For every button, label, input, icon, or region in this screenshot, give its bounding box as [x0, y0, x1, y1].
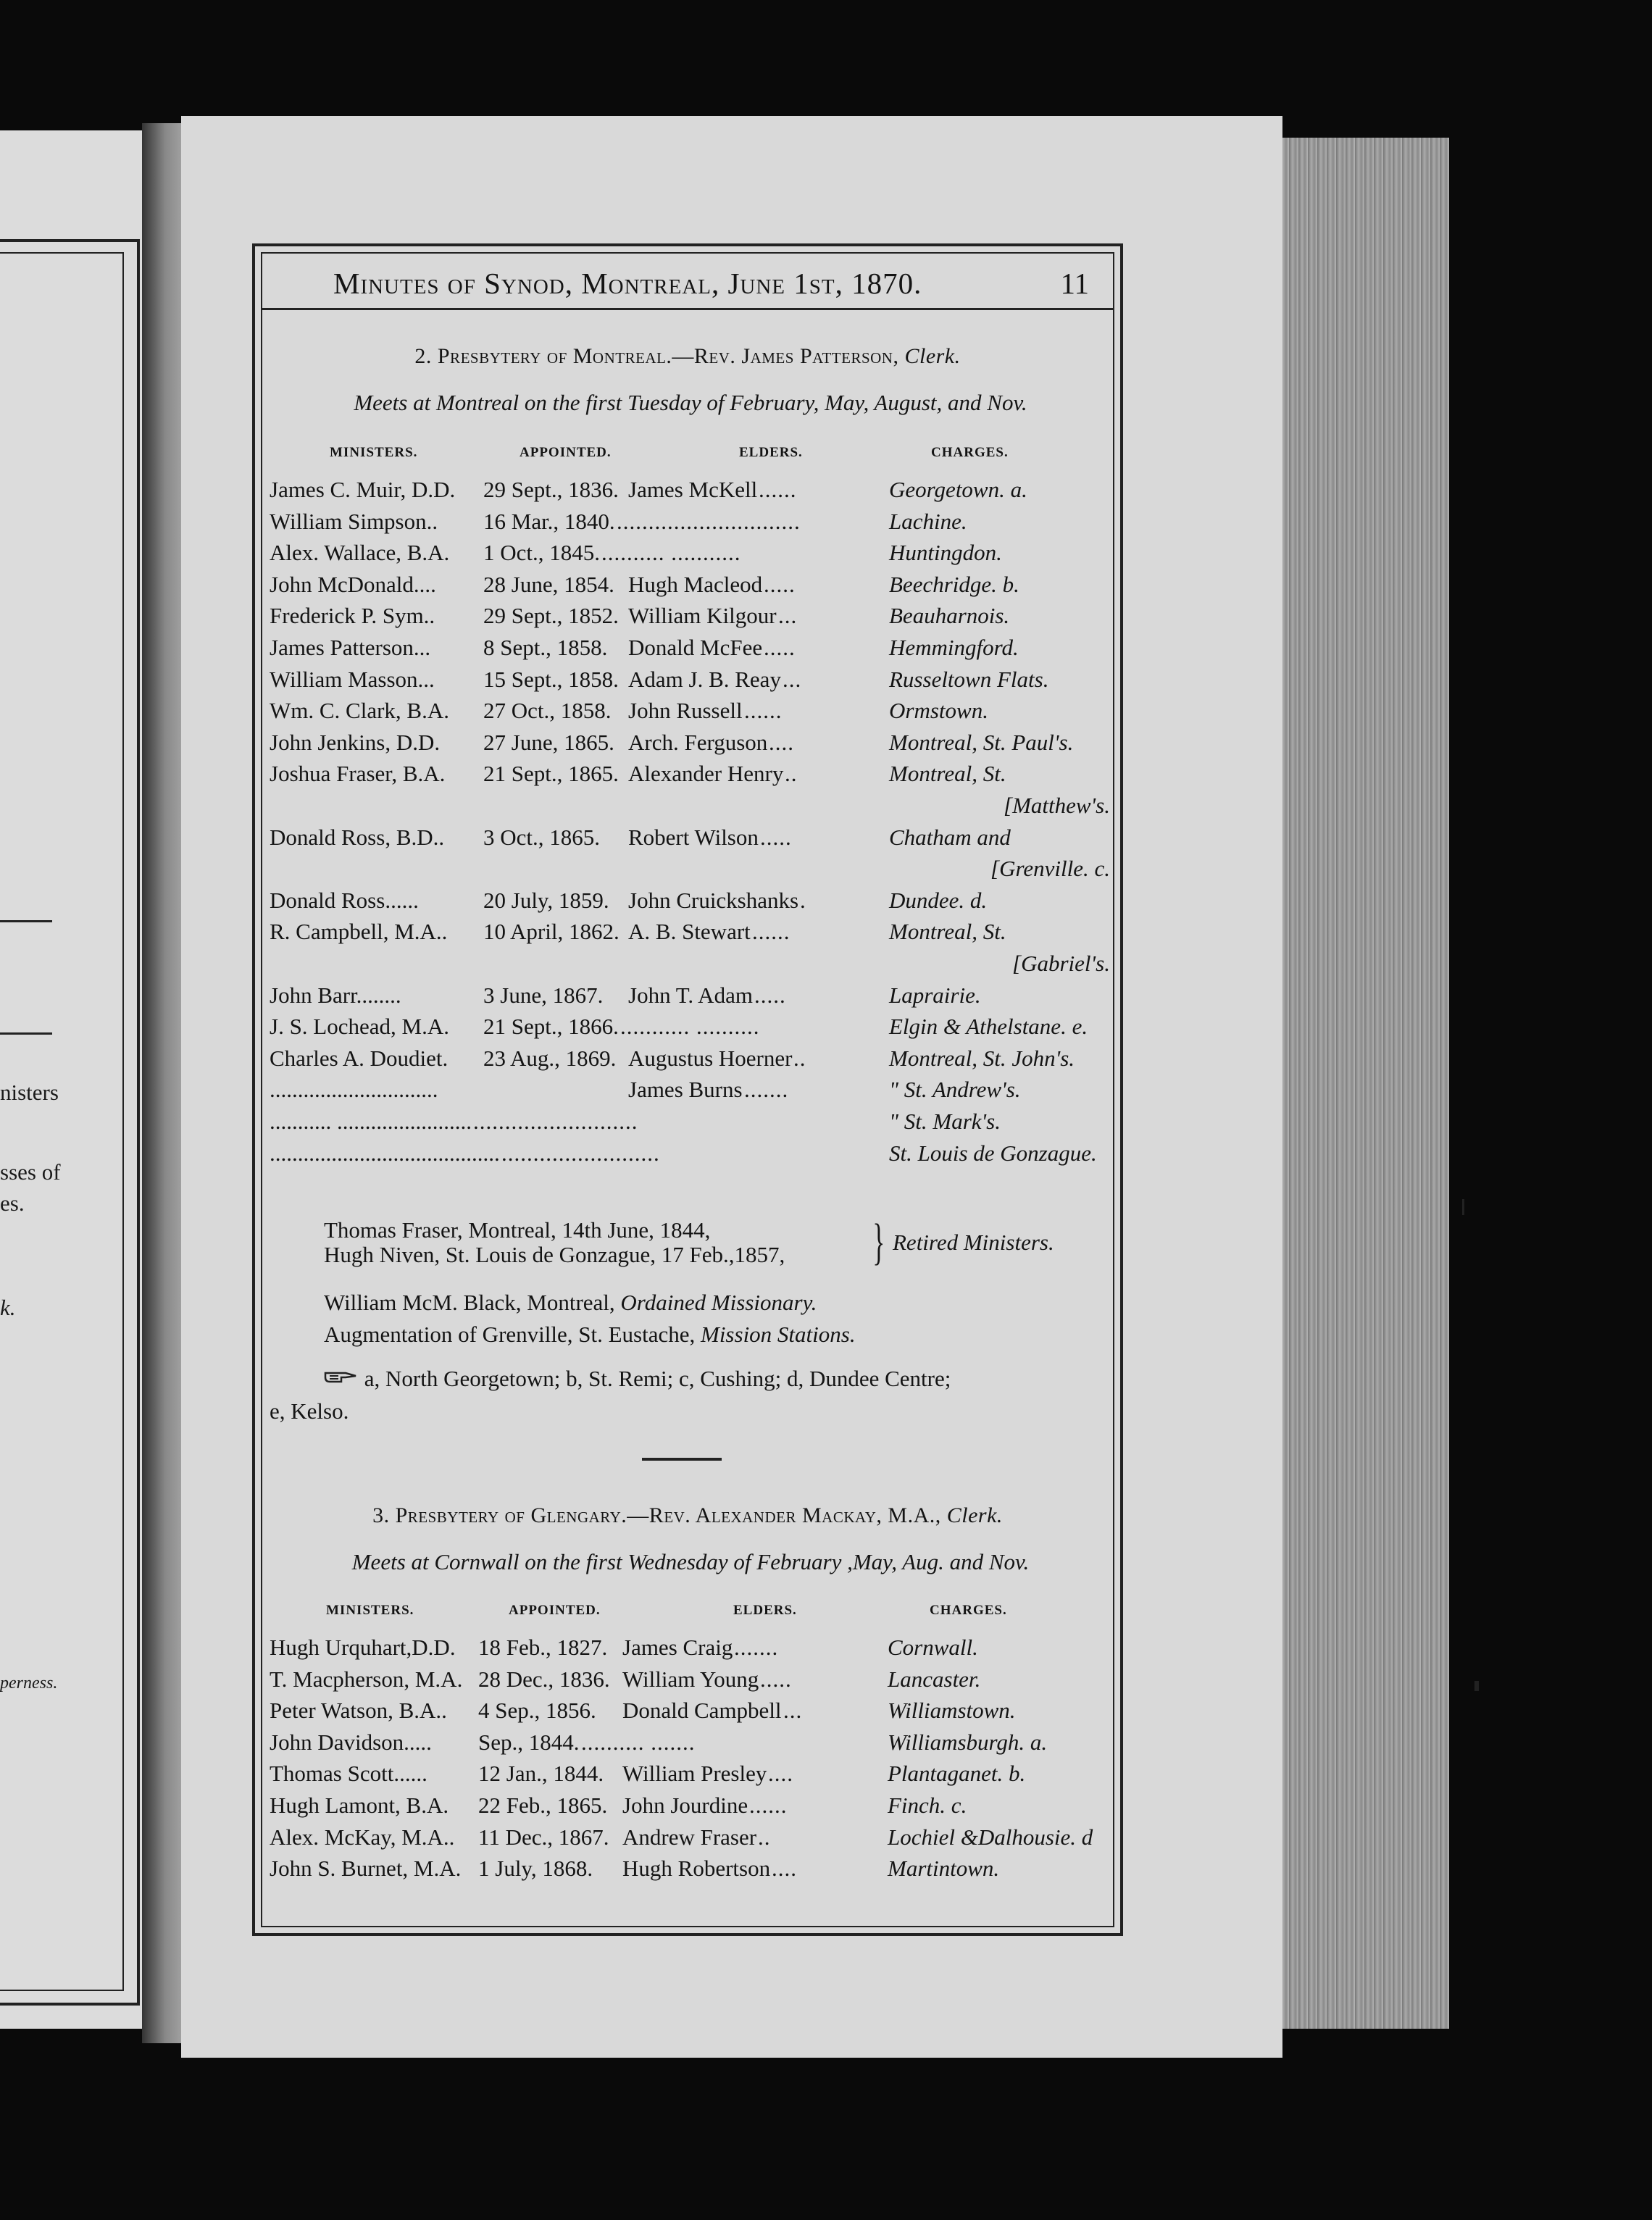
charge-cell: Laprairie. — [889, 982, 981, 1008]
leader-dots: .. — [793, 1045, 806, 1071]
minister-cell: John Jenkins, D.D. — [270, 729, 441, 755]
table-row — [270, 919, 1110, 951]
elder-cell: Robert Wilson — [628, 824, 759, 850]
table-row — [270, 667, 1110, 698]
table-row — [270, 1698, 1110, 1729]
leader-dots: ....... — [744, 1077, 789, 1103]
elder-cell: Hugh Macleod — [628, 571, 763, 597]
page-edges — [1261, 138, 1449, 2029]
elder-cell: A. B. Stewart — [628, 919, 751, 945]
appointed-cell: 27 Oct., 1858. — [483, 698, 612, 724]
table-row — [270, 1140, 1110, 1172]
table-row — [270, 730, 1110, 761]
notes-text-1: a, North Georgetown; b, St. Remi; c, Cushing; d, Dundee Centre; — [364, 1366, 951, 1391]
appointed-cell: 18 Feb., 1827. — [478, 1635, 608, 1660]
minister-cell: William Simpson.. — [270, 508, 438, 534]
charge-cell: [Gabriel's. — [1012, 951, 1110, 976]
leader-dots: ........... .......... — [620, 1014, 760, 1040]
notes-line-2: e, Kelso. — [270, 1398, 349, 1424]
leader-dots: . — [800, 887, 806, 913]
dust-speck — [1462, 1199, 1464, 1215]
clerk-label: Clerk. — [904, 344, 961, 368]
table-row — [270, 761, 1110, 793]
table-row — [270, 603, 1110, 635]
elder-cell: William Kilgour — [628, 603, 777, 629]
elder-cell: John Cruickshanks — [628, 887, 799, 913]
elder-cell: James Craig — [622, 1635, 733, 1660]
minister-cell: R. Campbell, M.A.. — [270, 919, 448, 945]
elder-cell: John Russell — [628, 698, 743, 724]
table-row — [270, 1109, 1110, 1140]
minister-cell: Alex. Wallace, B.A. — [270, 540, 450, 566]
charge-cell: Montreal, St. — [889, 761, 1006, 787]
section-title-montreal — [261, 344, 1114, 369]
charge-cell: Lochiel &Dalhousie. d — [888, 1824, 1093, 1850]
minister-cell: J. S. Lochead, M.A. — [270, 1014, 449, 1040]
leader-dots: ......................... — [501, 1140, 660, 1166]
leader-dots: ... — [778, 603, 798, 629]
running-header — [261, 257, 1114, 310]
left-fragment: k. — [0, 1295, 16, 1320]
leader-dots: .......... ....... — [581, 1729, 696, 1755]
left-page-inner-frame — [0, 252, 124, 1991]
leader-dots: .......................... — [473, 1109, 638, 1134]
charge-cell: [Grenville. c. — [990, 856, 1110, 882]
left-page — [0, 130, 156, 2029]
minister-cell: ......................................... — [270, 1140, 500, 1166]
leader-dots: ...... — [752, 919, 790, 945]
elder-cell: Donald McFee — [628, 635, 763, 660]
column-header-charges: CHARGES. — [930, 1603, 1007, 1618]
section-heading: 2. Presbytery of Montreal.—Rev. James Patterson, — [414, 344, 899, 368]
elder-cell: John Jourdine — [622, 1793, 748, 1818]
minister-cell: John Barr........ — [270, 982, 401, 1008]
mission-label: Mission Stations. — [701, 1322, 856, 1347]
leader-dots: ..... — [764, 635, 796, 660]
elder-cell: William Young — [622, 1666, 759, 1692]
charge-cell: Dundee. d. — [889, 887, 988, 913]
appointed-cell: 15 Sept., 1858. — [483, 666, 619, 692]
charge-cell: [Matthew's. — [1004, 793, 1110, 818]
elder-cell: Adam J. B. Reay — [628, 666, 781, 692]
elder-cell: Andrew Fraser — [622, 1824, 757, 1850]
minister-cell: Thomas Scott...... — [270, 1761, 427, 1787]
mission-line — [324, 1322, 856, 1348]
appointed-cell: 12 Jan., 1844. — [478, 1761, 604, 1787]
elder-cell: William Presley — [622, 1761, 767, 1787]
charge-cell: Beauharnois. — [889, 603, 1010, 629]
column-header-elders: ELDERS. — [733, 1603, 797, 1618]
table-row — [270, 1729, 1110, 1761]
charge-cell: Huntingdon. — [889, 540, 1002, 566]
missionary-line — [324, 1290, 817, 1316]
appointed-cell: 29 Sept., 1852. — [483, 603, 619, 629]
table-row — [270, 477, 1110, 509]
missionary-text: William McM. Black, Montreal, — [324, 1290, 615, 1315]
appointed-cell: 8 Sept., 1858. — [483, 635, 608, 660]
leader-dots: ...... — [759, 477, 797, 502]
appointed-cell: 4 Sep., 1856. — [478, 1698, 596, 1724]
elder-cell: Donald Campbell — [622, 1698, 782, 1724]
charge-cell: Lachine. — [889, 508, 967, 534]
charge-cell: St. Louis de Gonzague. — [889, 1140, 1097, 1166]
appointed-cell: Sep., 1844. — [478, 1729, 580, 1755]
leader-dots: ... — [783, 666, 802, 692]
appointed-cell: 16 Mar., 1840. — [483, 508, 615, 534]
appointed-cell: 11 Dec., 1867. — [478, 1824, 609, 1850]
appointed-cell: 29 Sept., 1836. — [483, 477, 619, 502]
section-separator — [642, 1458, 722, 1461]
elder-cell: John T. Adam — [628, 982, 753, 1008]
minister-cell: James C. Muir, D.D. — [270, 477, 456, 502]
table-row — [270, 1635, 1110, 1666]
header-title: Minutes of Synod, Montreal, June 1st, 1870. — [333, 267, 922, 300]
minister-cell: Donald Ross, B.D.. — [270, 824, 445, 850]
table-row — [270, 1856, 1110, 1887]
appointed-cell: 3 Oct., 1865. — [483, 824, 601, 850]
minister-cell: Wm. C. Clark, B.A. — [270, 698, 449, 724]
elder-cell: James Burns — [628, 1077, 743, 1103]
minister-cell: John McDonald.... — [270, 571, 436, 597]
appointed-cell: 23 Aug., 1869. — [483, 1045, 617, 1071]
leader-dots: .... — [768, 1761, 793, 1787]
minister-cell: Hugh Urquhart,D.D. — [270, 1635, 456, 1660]
leader-dots: .. — [785, 761, 798, 787]
meeting-schedule: Meets at Montreal on the first Tuesday of February, May, August, and Nov. — [354, 390, 1027, 415]
table-row — [270, 1793, 1110, 1824]
brace: } — [872, 1214, 885, 1270]
table-row — [270, 1077, 1110, 1109]
table-row — [270, 982, 1110, 1014]
minister-cell: James Patterson... — [270, 635, 431, 660]
leader-dots: ...... — [749, 1793, 788, 1818]
charge-cell: Finch. c. — [888, 1793, 967, 1818]
charge-cell: Russeltown Flats. — [889, 666, 1049, 692]
column-header-elders: ELDERS. — [739, 445, 803, 460]
charge-cell: Williamsburgh. a. — [888, 1729, 1048, 1755]
minister-cell: Hugh Lamont, B.A. — [270, 1793, 449, 1818]
mission-text: Augmentation of Grenville, St. Eustache, — [324, 1322, 696, 1347]
charge-cell: Hemmingford. — [889, 635, 1019, 660]
charge-cell: Cornwall. — [888, 1635, 978, 1660]
table-row — [270, 1666, 1110, 1698]
minister-cell: Donald Ross...... — [270, 887, 419, 913]
column-header-charges: CHARGES. — [931, 445, 1009, 460]
minister-cell: Joshua Fraser, B.A. — [270, 761, 446, 787]
left-fragment: nisters — [0, 1080, 59, 1105]
leader-dots: ...... — [744, 698, 783, 724]
charge-cell: Lancaster. — [888, 1666, 981, 1692]
charge-cell: Georgetown. a. — [889, 477, 1027, 502]
leader-dots: ..... — [760, 824, 792, 850]
minister-cell: Alex. McKay, M.A.. — [270, 1824, 455, 1850]
left-fragment: sses of — [0, 1159, 61, 1185]
charge-cell: Williamstown. — [888, 1698, 1016, 1724]
table-row — [270, 793, 1110, 825]
missionary-label: Ordained Missionary. — [620, 1290, 817, 1315]
left-fragment: es. — [0, 1190, 25, 1216]
table-row — [270, 509, 1110, 541]
minister-cell: Charles A. Doudiet. — [270, 1045, 449, 1071]
charge-cell: Beechridge. b. — [889, 571, 1019, 597]
column-header-appointed: APPOINTED. — [509, 1603, 601, 1618]
table-row — [270, 825, 1110, 856]
left-rule — [0, 920, 52, 922]
meeting-schedule: Meets at Cornwall on the first Wednesday of February ,May, Aug. and Nov. — [351, 1549, 1030, 1574]
page-number: 11 — [1060, 267, 1089, 300]
elder-cell: James McKell — [628, 477, 758, 502]
clerk-label: Clerk. — [946, 1503, 1003, 1527]
minister-cell: William Masson... — [270, 666, 435, 692]
column-header-ministers: MINISTERS. — [330, 445, 418, 460]
appointed-cell: 1 Oct., 1845. — [483, 540, 601, 566]
dust-speck — [1474, 1681, 1479, 1691]
charge-cell: Montreal, St. — [889, 919, 1006, 945]
charge-cell: Chatham and — [889, 824, 1011, 850]
leader-dots: .. — [758, 1824, 771, 1850]
pointing-hand-icon — [324, 1369, 359, 1385]
retired-label: Retired Ministers. — [893, 1230, 1054, 1255]
column-header-ministers: MINISTERS. — [326, 1603, 414, 1618]
section-title-glengary — [261, 1503, 1114, 1528]
left-fragment: perness. — [0, 1674, 58, 1693]
minister-cell: ........... ........................ — [270, 1109, 472, 1134]
appointed-cell: 20 July, 1859. — [483, 887, 609, 913]
leader-dots: .......... ........... — [601, 540, 741, 566]
table-row — [270, 1046, 1110, 1077]
charge-cell: " St. Andrew's. — [889, 1077, 1021, 1103]
leader-dots: .... — [772, 1856, 797, 1882]
table-row — [270, 540, 1110, 572]
charge-cell: Elgin & Athelstane. e. — [889, 1014, 1088, 1040]
leader-dots: ..... — [764, 571, 796, 597]
charge-cell: Plantaganet. b. — [888, 1761, 1026, 1787]
minister-cell: John S. Burnet, M.A. — [270, 1856, 462, 1882]
charge-cell: Montreal, St. John's. — [889, 1045, 1075, 1071]
leader-dots: ..... — [760, 1666, 792, 1692]
charge-cell: " St. Mark's. — [889, 1109, 1001, 1134]
charge-cell: Martintown. — [888, 1856, 1000, 1882]
table-row — [270, 1014, 1110, 1046]
table-row — [270, 1761, 1110, 1793]
retired-line-2: Hugh Niven, St. Louis de Gonzague, 17 Feb.,1857, — [324, 1242, 785, 1267]
table-row — [270, 856, 1110, 888]
leader-dots: .... — [769, 729, 794, 755]
appointed-cell: 28 June, 1854. — [483, 571, 614, 597]
appointed-cell: 28 Dec., 1836. — [478, 1666, 610, 1692]
minister-cell: .............................. — [270, 1077, 438, 1103]
column-header-appointed: APPOINTED. — [520, 445, 612, 460]
table-row — [270, 572, 1110, 604]
retired-line-1: Thomas Fraser, Montreal, 14th June, 1844, — [324, 1217, 711, 1243]
elder-cell: Alexander Henry — [628, 761, 784, 787]
charge-cell: Montreal, St. Paul's. — [889, 729, 1074, 755]
leader-dots: ....... — [734, 1635, 779, 1660]
appointed-cell: 3 June, 1867. — [483, 982, 604, 1008]
table-row — [270, 635, 1110, 667]
minister-cell: T. Macpherson, M.A. — [270, 1666, 463, 1692]
table-row — [270, 951, 1110, 982]
left-rule — [0, 1032, 52, 1035]
notes-line-1 — [324, 1366, 951, 1392]
leader-dots: ............................. — [617, 508, 801, 534]
minister-cell: Peter Watson, B.A.. — [270, 1698, 447, 1724]
elder-cell: Hugh Robertson — [622, 1856, 771, 1882]
appointed-cell: 21 Sept., 1865. — [483, 761, 619, 787]
minister-cell: John Davidson..... — [270, 1729, 432, 1755]
appointed-cell: 1 July, 1868. — [478, 1856, 593, 1882]
leader-dots: ... — [783, 1698, 803, 1724]
table-row — [270, 1824, 1110, 1856]
elder-cell: Augustus Hoerner — [628, 1045, 793, 1071]
table-row — [270, 888, 1110, 919]
appointed-cell: 21 Sept., 1866. — [483, 1014, 619, 1040]
appointed-cell: 22 Feb., 1865. — [478, 1793, 608, 1818]
table-row — [270, 698, 1110, 730]
appointed-cell: 27 June, 1865. — [483, 729, 614, 755]
leader-dots: ..... — [754, 982, 786, 1008]
appointed-cell: 10 April, 1862. — [483, 919, 620, 945]
charge-cell: Ormstown. — [889, 698, 988, 724]
minister-cell: Frederick P. Sym.. — [270, 603, 435, 629]
section-heading: 3. Presbytery of Glengary.—Rev. Alexander Mackay, M.A., — [372, 1503, 941, 1527]
elder-cell: Arch. Ferguson — [628, 729, 768, 755]
